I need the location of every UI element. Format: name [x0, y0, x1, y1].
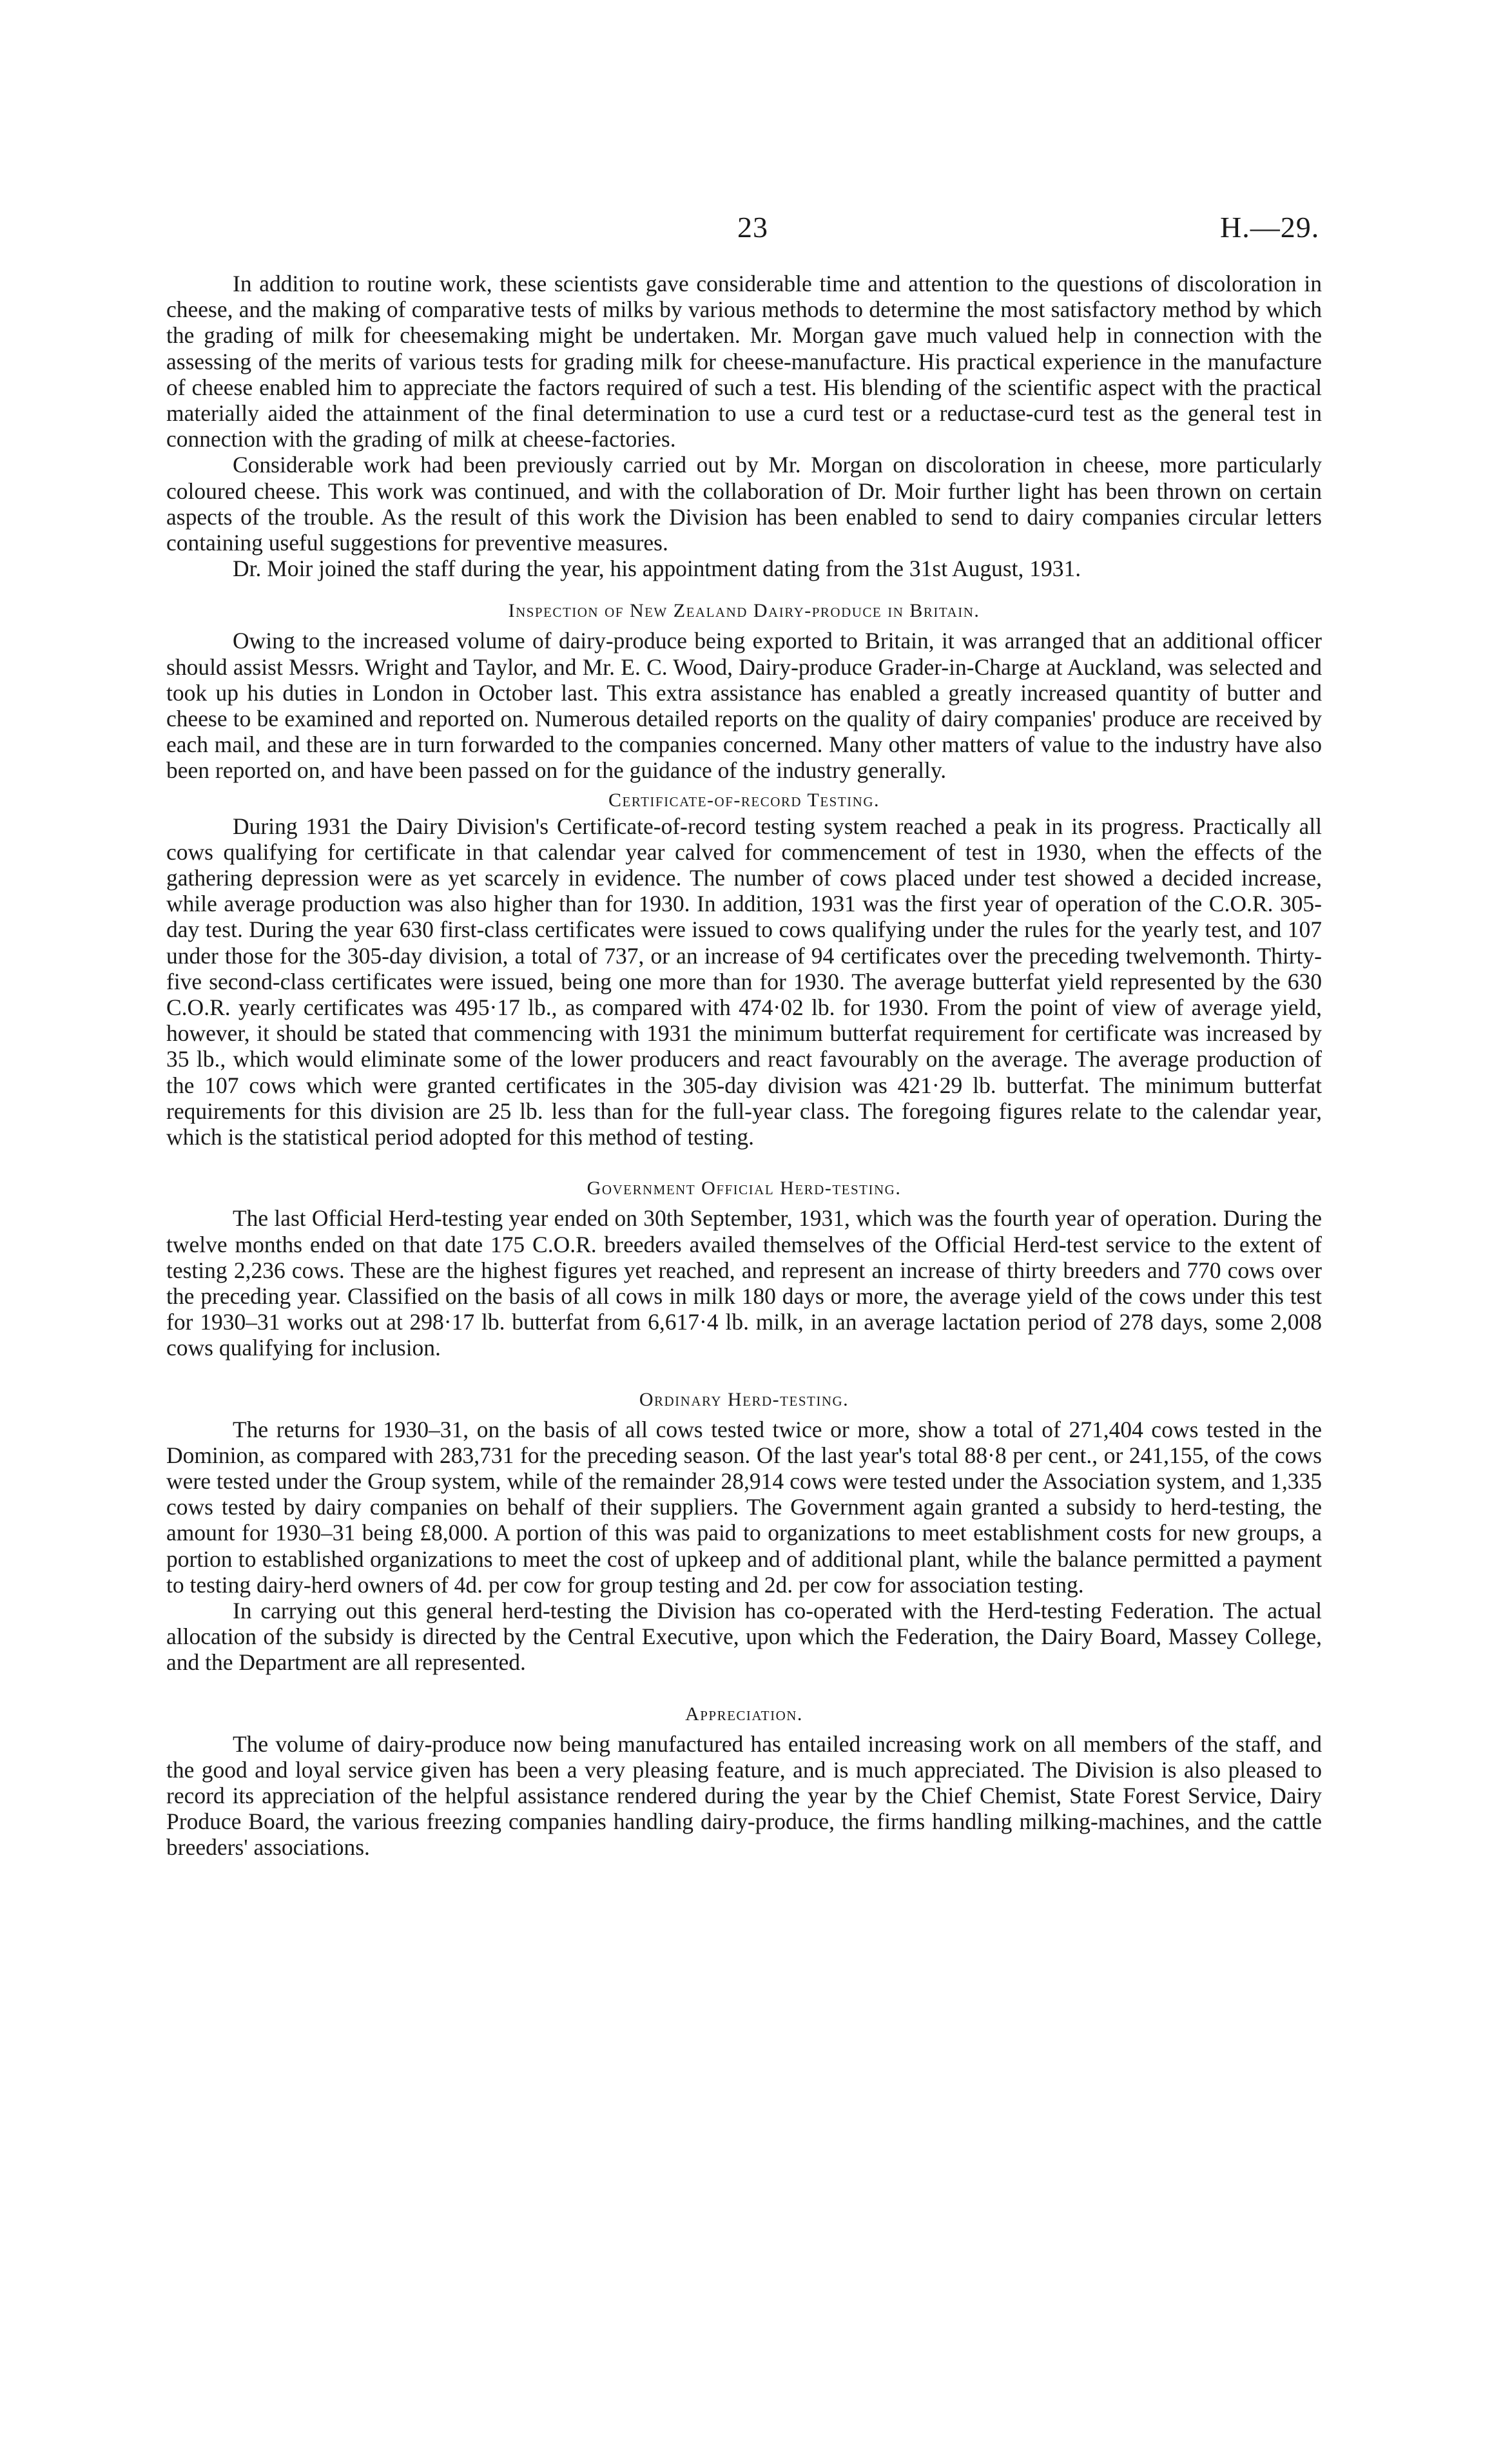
- page-content: [166, 271, 1322, 1861]
- paragraph-ordinary-herd-testing: The returns for 1930–31, on the basis of all cows tested twice or more, show a total of 271,404 cows tested in the Dominion, as compared with 283,731 for the preceding season. Of the last year's total 88·8 per cent., or 241,155, of the cows were tested under the Group system, while of the remainder 28,914 cows were tested under the Association system, and 1,335 cows tested by dairy companies on behalf of their suppliers. The Government again granted a subsidy to herd-testing, the amount for 1930–31 being £8,000. A portion of this was paid to organizations to meet establishment costs for new groups, a portion to established organizations to meet the cost of upkeep and of additional plant, while the balance permitted a payment to testing dairy-herd owners of 4d. per cow for group testing and 2d. per cow for association testing.: [166, 1416, 1322, 1598]
- paragraph-moir-appointment: Dr. Moir joined the staff during the year, his appointment dating from the 31st August, 1931.: [233, 556, 1081, 582]
- paragraph-appreciation: The volume of dairy-produce now being manufactured has entailed increasing work on all members of the staff, and the good and loyal service given has been a very pleasing feature, and is much appreciated. The Division is also pleased to record its appreciation of the helpful assistance rendered during the year by the Chief Chemist, State Forest Service, Dairy Produce Board, the various freezing companies handling dairy-produce, the firms handling milking-machines, and the cattle breeders' associations.: [166, 1730, 1322, 1861]
- heading-appreciation: Appreciation.: [685, 1703, 803, 1725]
- heading-government-official: Government Official Herd-testing.: [586, 1177, 902, 1199]
- paragraph-herd-testing-federation: In carrying out this general herd-testing the Division has co-operated with the Herd-testing Federation. The actual allocation of the subsidy is directed by the Central Executive, upon which the Federation, the Dairy Board, Massey College, and the Department are all represented.: [166, 1597, 1322, 1676]
- paragraph-inspection: Owing to the increased volume of dairy-produce being exported to Britain, it was arranged that an additional officer should assist Messrs. Wright and Taylor, and Mr. E. C. Wood, Dairy-produce Grader-in-Charge at Auckland, was selected and took up his duties in London in October last. This extra assistance has enabled a greatly increased quantity of butter and cheese to be examined and reported on. Numerous detailed reports on the quality of dairy companies' produce are received by each mail, and these are in turn forwarded to the companies concerned. Many other matters of value to the industry have also been reported on, and have been passed on for the guidance of the industry generally.: [166, 628, 1322, 784]
- paragraph-discoloration-work: Considerable work had been previously carried out by Mr. Morgan on discoloration in cheese, more particularly coloured cheese. This work was continued, and with the collaboration of Dr. Moir further light has been thrown on certain aspects of the trouble. As the result of this work the Division has been enabled to send to dairy companies circular letters containing useful suggestions for preventive measures.: [166, 452, 1322, 556]
- paragraph-discoloration-research: In addition to routine work, these scientists gave considerable time and attention to the questions of discoloration in cheese, and the making of comparative tests of milks by various methods to determine the most satisfactory method by which the grading of milk for cheesemaking might be undertaken. Mr. Morgan gave much valued help in connection with the assessing of the merits of various tests for grading milk for cheese-manufacture. His practical experience in the manufacture of cheese enabled him to appreciate the factors required of such a test. His blending of the scientific aspect with the practical materially aided the attainment of the final determination to use a curd test or a reductase-curd test as the general test in connection with the grading of milk at cheese-factories.: [166, 271, 1322, 452]
- heading-certificate-of-record: Certificate-of-record Testing.: [608, 789, 880, 811]
- heading-ordinary-herd-testing: Ordinary Herd-testing.: [639, 1388, 849, 1410]
- page-header: [0, 210, 1512, 255]
- document-reference: H.—29.: [1220, 211, 1320, 244]
- page-number: 23: [737, 211, 768, 244]
- paragraph-government-official: The last Official Herd-testing year ended on 30th September, 1931, which was the fourth year of operation. During the twelve months ended on that date 175 C.O.R. breeders availed themselves of the Official Herd-test service to the extent of testing 2,236 cows. These are the highest figures yet reached, and represent an increase of thirty breeders and 770 cows over the preceding year. Classified on the basis of all cows in milk 180 days or more, the average yield of the cows under this test for 1930–31 works out at 298·17 lb. butterfat from 6,617·4 lb. milk, in an average lactation period of 278 days, some 2,008 cows qualifying for inclusion.: [166, 1205, 1322, 1361]
- paragraph-certificate-of-record: During 1931 the Dairy Division's Certificate-of-record testing system reached a peak in its progress. Practically all cows qualifying for certificate in that calendar year calved for commencement of test in 1930, when the effects of the gathering depression were as yet scarcely in evidence. The number of cows placed under test showed a decided increase, while average production was also higher than for 1930. In addition, 1931 was the first year of operation of the C.O.R. 305-day test. During the year 630 first-class certificates were issued to cows qualifying under the rules for the yearly test, and 107 under those for the 305-day division, a total of 737, or an increase of 94 certificates over the preceding twelvemonth. Thirty-five second-class certificates were issued, being one more than for 1930. The average butterfat yield represented by the 630 C.O.R. yearly certificates was 495·17 lb., as compared with 474·02 lb. for 1930. From the point of view of average yield, however, it should be stated that commencing with 1931 the minimum butterfat requirement for certificate was increased by 35 lb., which would eliminate some of the lower producers and react favourably on the average. The average production of the 107 cows which were granted certificates in the 305-day division was 421·29 lb. butterfat. The minimum butterfat requirements for this division are 25 lb. less than for the full-year class. The foregoing figures relate to the calendar year, which is the statistical period adopted for this method of testing.: [166, 813, 1322, 1150]
- heading-inspection: Inspection of New Zealand Dairy-produce in Britain.: [508, 600, 980, 622]
